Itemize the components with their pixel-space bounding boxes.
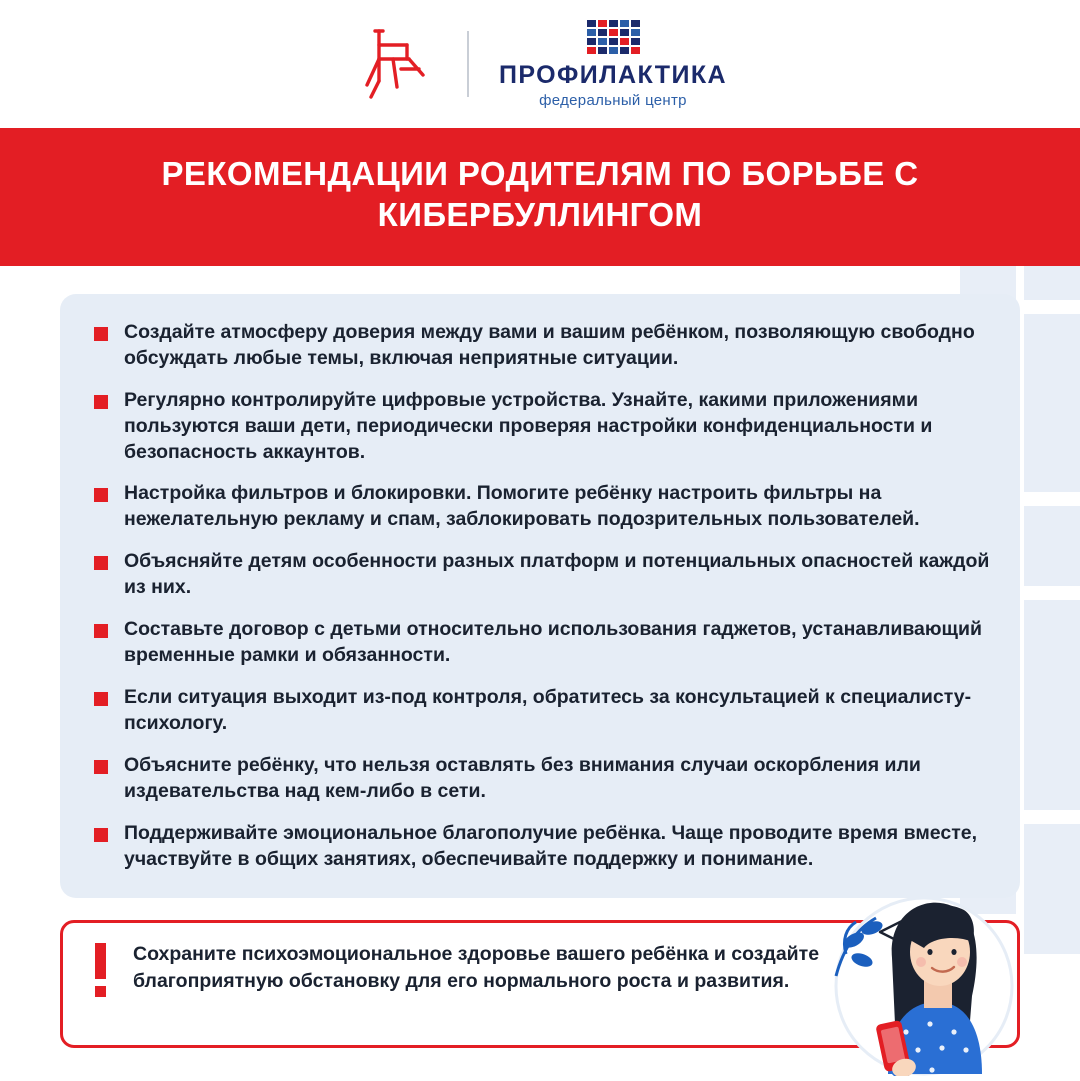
list-item: Если ситуация выходит из-под контроля, обратитесь за консультацией к специалисту-психологу. bbox=[86, 685, 990, 737]
list-item: Настройка фильтров и блокировки. Помогите ребёнку настроить фильтры на нежелательную рекламу и спам, заблокировать подозрительных пользователей. bbox=[86, 481, 990, 533]
page-header bbox=[0, 0, 1080, 128]
page-title: РЕКОМЕНДАЦИИ РОДИТЕЛЯМ ПО БОРЬБЕ С КИБЕРБУЛЛИНГОМ bbox=[161, 155, 919, 233]
brand-title: ПРОФИЛАКТИКА bbox=[499, 60, 727, 89]
list-item: Поддерживайте эмоциональное благополучие ребёнка. Чаще проводите время вместе, участвуйте в общих занятиях, обеспечивайте поддержку и понимание. bbox=[86, 821, 990, 873]
list-item: Объясняйте детям особенности разных платформ и потенциальных опасностей каждой из них. bbox=[86, 549, 990, 601]
flag-grid-icon bbox=[587, 20, 640, 54]
chair-logo-icon bbox=[353, 25, 437, 103]
list-item: Объясните ребёнку, что нельзя оставлять без внимания случаи оскорбления или издевательства над кем-либо в сети. bbox=[86, 753, 990, 805]
header-divider bbox=[467, 31, 469, 97]
recommendations-list bbox=[86, 320, 990, 873]
brand-subtitle: федеральный центр bbox=[539, 91, 687, 109]
title-band bbox=[0, 128, 1080, 266]
exclamation-mark-icon bbox=[85, 941, 115, 997]
brand-logo bbox=[499, 20, 727, 109]
list-item: Составьте договор с детьми относительно использования гаджетов, устанавливающий временные рамки и обязанности. bbox=[86, 617, 990, 669]
list-item: Создайте атмосферу доверия между вами и вашим ребёнком, позволяющую свободно обсуждать любые темы, включая неприятные ситуации. bbox=[86, 320, 990, 372]
exclamation-dot bbox=[95, 986, 106, 997]
recommendations-card bbox=[60, 294, 1020, 899]
exclamation-bar bbox=[95, 943, 106, 979]
callout-text: Сохраните психоэмоциональное здоровье вашего ребёнка и создайте благоприятную обстановку для его нормального роста и развития. bbox=[133, 943, 820, 992]
list-item: Регулярно контролируйте цифровые устройства. Узнайте, какими приложениями пользуются ваши дети, периодически проверяя настройки конфиденциальности и безопасность аккаунтов. bbox=[86, 388, 990, 466]
callout-box bbox=[60, 920, 1020, 1048]
